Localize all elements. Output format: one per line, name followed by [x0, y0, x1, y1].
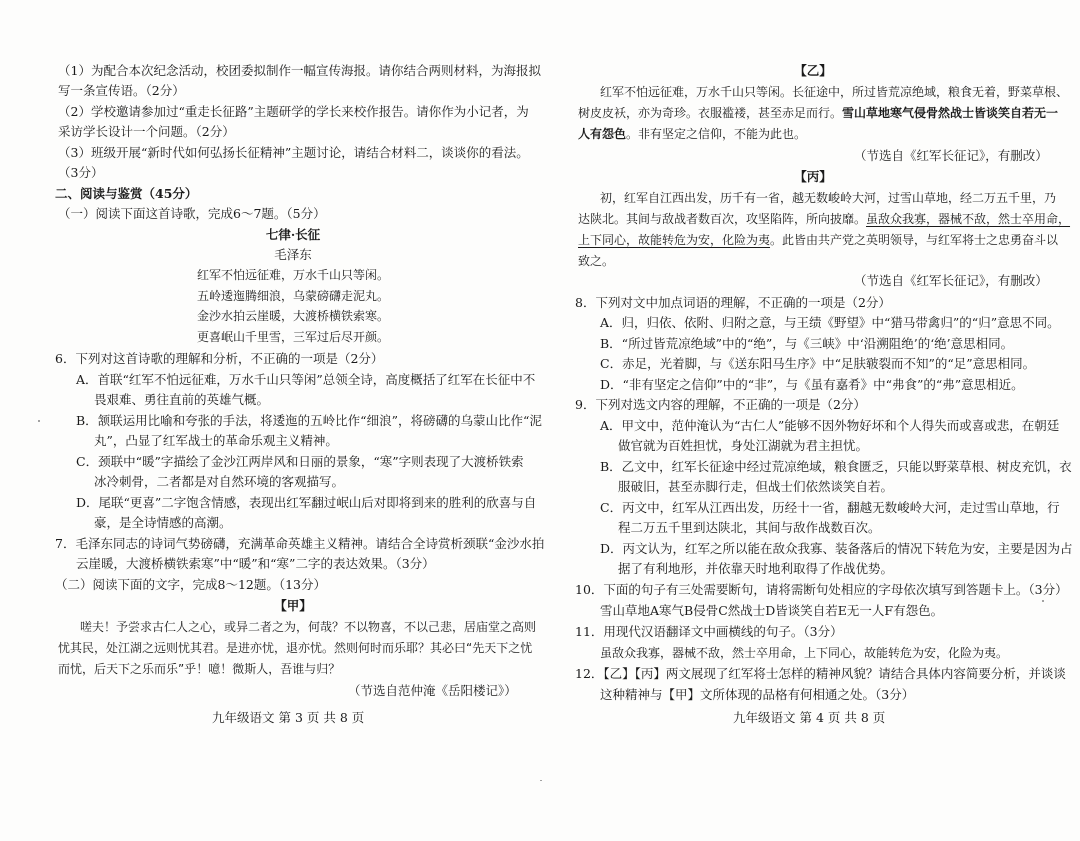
yi-line-3-plain: 。非有坚定之信仰，不能为此也。	[626, 127, 807, 141]
scan-speck	[1042, 600, 1044, 602]
q9-option-b-1: B．乙文中，红军长征途中经过荒凉绝域，粮食匮乏，只能以野菜草根、树皮充饥，衣	[600, 459, 1072, 474]
q12-line1: 12．【乙】【丙】两文展现了红军将士怎样的精神风貌？请结合具体内容简要分析，并谈谈	[575, 666, 1066, 681]
jia-source: （节选自范仲淹《岳阳楼记》）	[348, 683, 517, 698]
q9-option-a-1: A．甲文中，范仲淹认为“古仁人”能够不因外物好坏和个人得失而或喜或悲，在朝廷	[600, 418, 1060, 433]
bing-line-2	[578, 210, 1070, 228]
bing-line-3-plain: 。此皆由共产党之英明领导，与红军将士之忠勇奋斗以	[770, 233, 1059, 247]
subsection-2: （二）阅读下面的文字，完成8～12题。（13分）	[55, 577, 327, 592]
yi-line-1: 红军不怕远征难，万水千山只等闲。长征途中，所过皆荒凉绝域，粮食无着，野菜草根、	[600, 85, 1069, 99]
subsection-1: （一）阅读下面这首诗歌，完成6～7题。（5分）	[58, 206, 326, 221]
q5-3-line1: （3）班级开展“新时代如何弘扬长征精神”主题讨论，请结合材料二，谈谈你的看法。	[58, 145, 529, 160]
poem-line-4: 更喜岷山千里雪，三军过后尽开颜。	[196, 330, 389, 344]
q11-sentence: 虽敌众我寡，器械不敌，然士卒用命，上下同心，故能转危为安，化险为夷。	[600, 646, 1009, 660]
yi-line-3-bold: 人有怨色	[578, 127, 627, 141]
poem-line-1: 红军不怕远征难，万水千山只等闲。	[196, 268, 389, 282]
q5-2-line2: 采访学长设计一个问题。（2分）	[58, 124, 235, 139]
jia-line-1: 嗟夫！予尝求古仁人之心，或异二者之为，何哉？不以物喜，不以己悲，居庙堂之高则	[80, 620, 537, 634]
q6-option-b-1: B．颔联运用比喻和夸张的手法，将逶迤的五岭比作“细浪”，将磅礴的乌蒙山比作“泥	[76, 413, 542, 428]
q6-option-d-1: D．尾联“更喜”二字饱含情感，表现出红军翻过岷山后对即将到来的胜利的欣喜与自	[76, 495, 537, 510]
q5-1-line1: （1）为配合本次纪念活动，校团委拟制作一幅宣传海报。请你结合两则材料，为海报拟	[58, 63, 541, 78]
yi-source: （节选自《红军长征记》，有删改）	[854, 148, 1048, 163]
section-heading: 二、阅读与鉴赏（45分）	[55, 186, 198, 201]
q8-stem: 8．下列对文中加点词语的理解，不正确的一项是（2分）	[575, 295, 891, 310]
jia-line-2: 忧其民，处江湖之远则忧其君。是进亦忧，退亦忧。然则何时而乐耶？其必曰“先天下之忧	[58, 641, 533, 655]
poem-author: 毛泽东	[274, 247, 312, 262]
bing-line-4: 致之。	[578, 254, 615, 268]
q10-stem: 10．下面的句子有三处需要断句，请将需断句处相应的字母依次填写到答题卡上。（3分）	[575, 582, 1068, 597]
bing-line-3-underlined: 上下同心，故能转危为安，化险为夷	[578, 233, 771, 247]
page-3-footer: 九年级语文 第 3 页 共 8 页	[212, 710, 365, 725]
q12-line2: 这种精神与【甲】文所体现的品格有何相通之处。（3分）	[600, 687, 915, 702]
q6-stem: 6．下列对这首诗歌的理解和分析，不正确的一项是（2分）	[55, 351, 384, 366]
q9-option-c-2: 程二万五千里到达陕北，其间与敌作战数百次。	[618, 520, 881, 535]
scan-speck	[38, 420, 40, 422]
q7-line2: 云崖暖，大渡桥横铁索寒”中“暖”和“寒”二字的表达效果。（3分）	[76, 556, 435, 571]
jia-title: 【甲】	[274, 598, 312, 613]
bing-source: （节选自《红军长征记》，有删改）	[854, 273, 1048, 288]
bing-title: 【丙】	[794, 169, 832, 184]
q11-stem: 11．用现代汉语翻译文中画横线的句子。（3分）	[575, 624, 843, 639]
poem-title: 七律·长征	[265, 227, 321, 242]
q10-sentence: 雪山草地A寒气B侵骨C然战士D皆谈笑自若E无一人F有怨色。	[600, 603, 944, 618]
q6-option-c-1: C．颈联中“暖”字描绘了金沙江两岸风和日丽的景象，“寒”字则表现了大渡桥铁索	[76, 454, 524, 469]
q8-option-c: C．赤足，光着脚，与《送东阳马生序》中“足肤皲裂而不知”的“足”意思相同。	[600, 356, 1036, 371]
q5-2-line1: （2）学校邀请参加过“重走长征路”主题研学的学长来校作报告。请你作为小记者，为	[58, 104, 529, 119]
yi-title: 【乙】	[794, 63, 832, 78]
poem-line-2: 五岭逶迤腾细浪，乌蒙磅礴走泥丸。	[196, 289, 389, 303]
yi-line-3	[578, 125, 806, 143]
bing-line-2-underlined: 虽敌众我寡，器械不敌，然士卒用命，	[866, 212, 1071, 226]
jia-line-3: 而忧，后天下之乐而乐”乎！噫！微斯人，吾谁与归？	[58, 662, 341, 676]
bing-line-2-plain: 达陕北。其间与敌战者数百次，攻坚陷阵，所向披靡。	[578, 212, 867, 226]
q9-option-d-1: D．丙文认为，红军之所以能在敌众我寡、装备落后的情况下转危为安，主要是因为占	[600, 541, 1073, 556]
page-4-footer: 九年级语文 第 4 页 共 8 页	[733, 710, 886, 725]
q5-3-line2: （3分）	[58, 165, 104, 180]
q9-option-d-2: 据了有利地形，并依靠天时地利取得了作战优势。	[618, 561, 894, 576]
bing-line-3	[578, 231, 1058, 249]
q6-option-a-2: 畏艰难、勇往直前的英雄气概。	[94, 392, 270, 407]
q9-stem: 9．下列对选文内容的理解，不正确的一项是（2分）	[575, 397, 866, 412]
q5-1-line2: 写一条宣传语。（2分）	[58, 83, 185, 98]
bing-line-1: 初，红军自江西出发，历千有一省，越无数峻岭大河，过雪山草地，经二万五千里，乃	[600, 191, 1057, 205]
q9-option-a-2: 做官就为百姓担忧，身处江湖就为君主担忧。	[618, 438, 869, 453]
scan-speck	[540, 780, 542, 781]
q8-option-d: D．“非有坚定之信仰”中的“非”，与《虽有嘉肴》中“弗食”的“弗”意思相近。	[600, 377, 1024, 392]
q6-option-a-1: A．首联“红军不怕远征难，万水千山只等闲”总领全诗，高度概括了红军在长征中不	[76, 372, 536, 387]
q8-option-b: B．“所过皆荒凉绝域”中的“绝”，与《三峡》中‘沿溯阻绝’的‘绝’意思相同。	[600, 336, 1014, 351]
yi-line-2	[578, 104, 1058, 122]
q7-line1: 7．毛泽东同志的诗词气势磅礴，充满革命英雄主义精神。请结合全诗赏析颈联“金沙水拍	[55, 536, 545, 551]
q8-option-a: A．归，归依、依附、归附之意，与王绩《野望》中“猎马带禽归”的“归”意思不同。	[600, 315, 1060, 330]
q9-option-b-2: 服破旧，甚至赤脚行走，但战士们依然谈笑自若。	[618, 479, 894, 494]
q6-option-b-2: 丸”，凸显了红军战士的革命乐观主义精神。	[94, 433, 338, 448]
q6-option-d-2: 豪，是全诗情感的高潮。	[94, 515, 232, 530]
poem-line-3: 金沙水拍云崖暖，大渡桥横铁索寒。	[196, 309, 389, 323]
yi-line-2-bold: 雪山草地寒气侵骨然战士皆谈笑自若无一	[842, 106, 1059, 120]
q6-option-c-2: 冰冷刺骨，二者都是对自然环境的客观描写。	[94, 474, 345, 489]
yi-line-2-plain: 树皮皮袄，亦为奇珍。衣服褴褛，甚至赤足而行。	[578, 106, 843, 120]
q9-option-c-1: C．丙文中，红军从江西出发，历经十一省，翻越无数峻岭大河，走过雪山草地，行	[600, 500, 1060, 515]
